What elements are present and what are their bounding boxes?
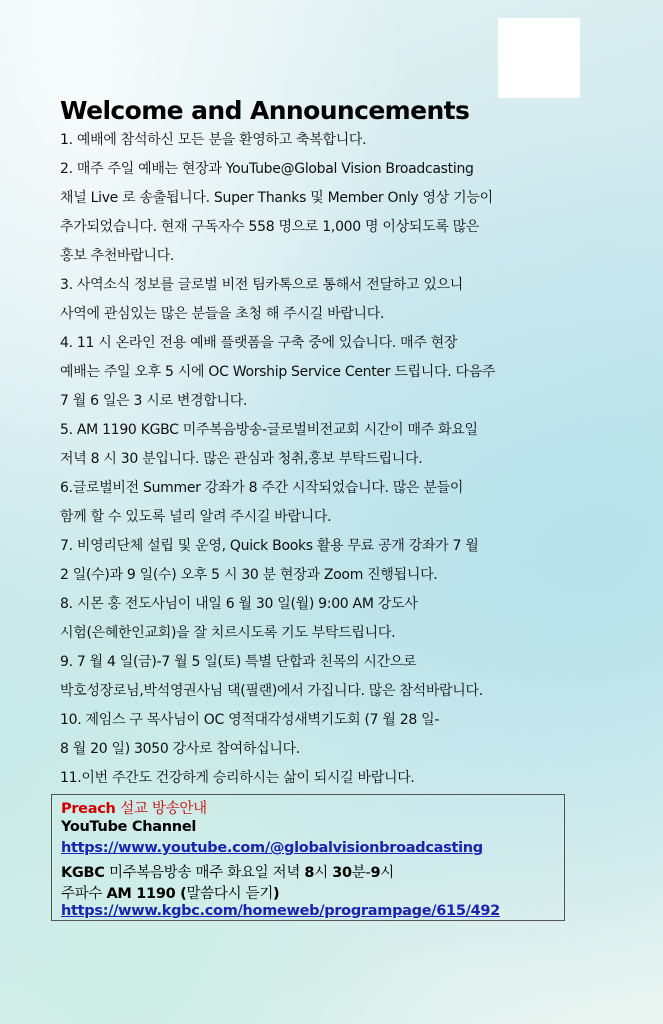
announcement-line: 채널 Live 로 송출됩니다. Super Thanks 및 Member Only 영상 기능이 bbox=[60, 190, 493, 206]
announcement-line: 4. 11 시 온라인 전용 예배 플랫폼을 구축 중에 있습니다. 매주 현장 bbox=[60, 335, 458, 351]
announcement-line: 6.글로벌비전 Summer 강좌가 8 주간 시작되었습니다. 많은 분들이 bbox=[60, 480, 464, 496]
announcement-line: 8 월 20 일) 3050 강사로 참여하십니다. bbox=[60, 741, 300, 757]
announcement-line: 추가되었습니다. 현재 구독자수 558 명으로 1,000 명 이상되도록 많은 bbox=[60, 219, 480, 235]
kgbc-text: 미주복음방송 매주 화요일 저녁 bbox=[104, 865, 305, 881]
announcement-line: 8. 시몬 홍 전도사님이 내일 6 월 30 일(월) 9:00 AM 강도사 bbox=[60, 596, 418, 612]
announcement-line: 7. 비영리단체 설립 및 운영, Quick Books 활용 무료 공개 강좌가 7 월 bbox=[60, 538, 479, 554]
announcement-line: 함께 할 수 있도록 널리 알려 주시길 바랍니다. bbox=[60, 509, 332, 525]
announcement-line: 시험(은혜한인교회)을 잘 치르시도록 기도 부탁드립니다. bbox=[60, 625, 396, 641]
preach-broadcast-box bbox=[51, 794, 565, 921]
blank-image-placeholder bbox=[498, 18, 580, 98]
announcement-line: 7 월 6 일은 3 시로 변경합니다. bbox=[60, 393, 248, 409]
preach-korean-label: 설교 방송안내 bbox=[120, 801, 207, 817]
kgbc-name: KGBC bbox=[61, 865, 105, 881]
announcement-line: 10. 제임스 구 목사님이 OC 영적대각성새벽기도회 (7 월 28 일- bbox=[60, 712, 440, 728]
announcement-line: 9. 7 월 4 일(금)-7 월 5 일(토) 특별 단합과 친목의 시간으로 bbox=[60, 654, 417, 670]
announcement-line: 사역에 관심있는 많은 분들을 초청 해 주시길 바랍니다. bbox=[60, 306, 385, 322]
kgbc-hour: 8 bbox=[304, 865, 315, 881]
announcement-line: 홍보 추천바랍니다. bbox=[60, 248, 175, 264]
announcement-line: 5. AM 1190 KGBC 미주복음방송-글로벌비전교회 시간이 매주 화요일 bbox=[60, 422, 478, 438]
announcement-line: 저녁 8 시 30 분입니다. 많은 관심과 청취,홍보 부탁드립니다. bbox=[60, 451, 423, 467]
frequency-label: 주파수 bbox=[61, 886, 107, 902]
kgbc-minute-unit: 분- bbox=[351, 865, 371, 881]
kgbc-minute: 30 bbox=[332, 865, 352, 881]
preach-label: Preach bbox=[61, 801, 116, 817]
page-title: Welcome and Announcements bbox=[60, 96, 470, 125]
kgbc-link[interactable]: https://www.kgbc.com/homeweb/programpage/615/492 bbox=[61, 903, 500, 919]
announcement-line: 1. 예배에 참석하신 모든 분을 환영하고 축복합니다. bbox=[60, 132, 367, 148]
announcement-line: 11.이번 주간도 건강하게 승리하시는 삶이 되시길 바랍니다. bbox=[60, 770, 415, 786]
frequency-value: AM 1190 ( bbox=[106, 886, 187, 902]
announcement-line: 3. 사역소식 정보를 글로벌 비전 팀카톡으로 통해서 전달하고 있으니 bbox=[60, 277, 464, 293]
announcement-line: 2 일(수)과 9 일(수) 오후 5 시 30 분 현장과 Zoom 진행됩니다. bbox=[60, 567, 438, 583]
youtube-link[interactable]: https://www.youtube.com/@globalvisionbroadcasting bbox=[61, 840, 483, 856]
preach-heading bbox=[61, 797, 207, 818]
announcement-line: 박호성장로님,박석영권사님 댁(필랜)에서 가집니다. 많은 참석바랍니다. bbox=[60, 683, 483, 699]
announcement-line: 예배는 주일 오후 5 시에 OC Worship Service Center 드립니다. 다음주 bbox=[60, 364, 496, 380]
frequency-line bbox=[61, 882, 279, 903]
kgbc-end-hour-unit: 시 bbox=[380, 865, 394, 881]
youtube-heading: YouTube Channel bbox=[61, 819, 197, 835]
announcement-line: 2. 매주 주일 예배는 현장과 YouTube@Global Vision Broadcasting bbox=[60, 161, 474, 177]
frequency-close-paren: ) bbox=[273, 886, 280, 902]
kgbc-schedule-line bbox=[61, 861, 394, 882]
kgbc-end-hour: 9 bbox=[370, 865, 381, 881]
kgbc-hour-unit: 시 bbox=[314, 865, 333, 881]
replay-label: 말씀다시 듣기 bbox=[186, 886, 274, 902]
